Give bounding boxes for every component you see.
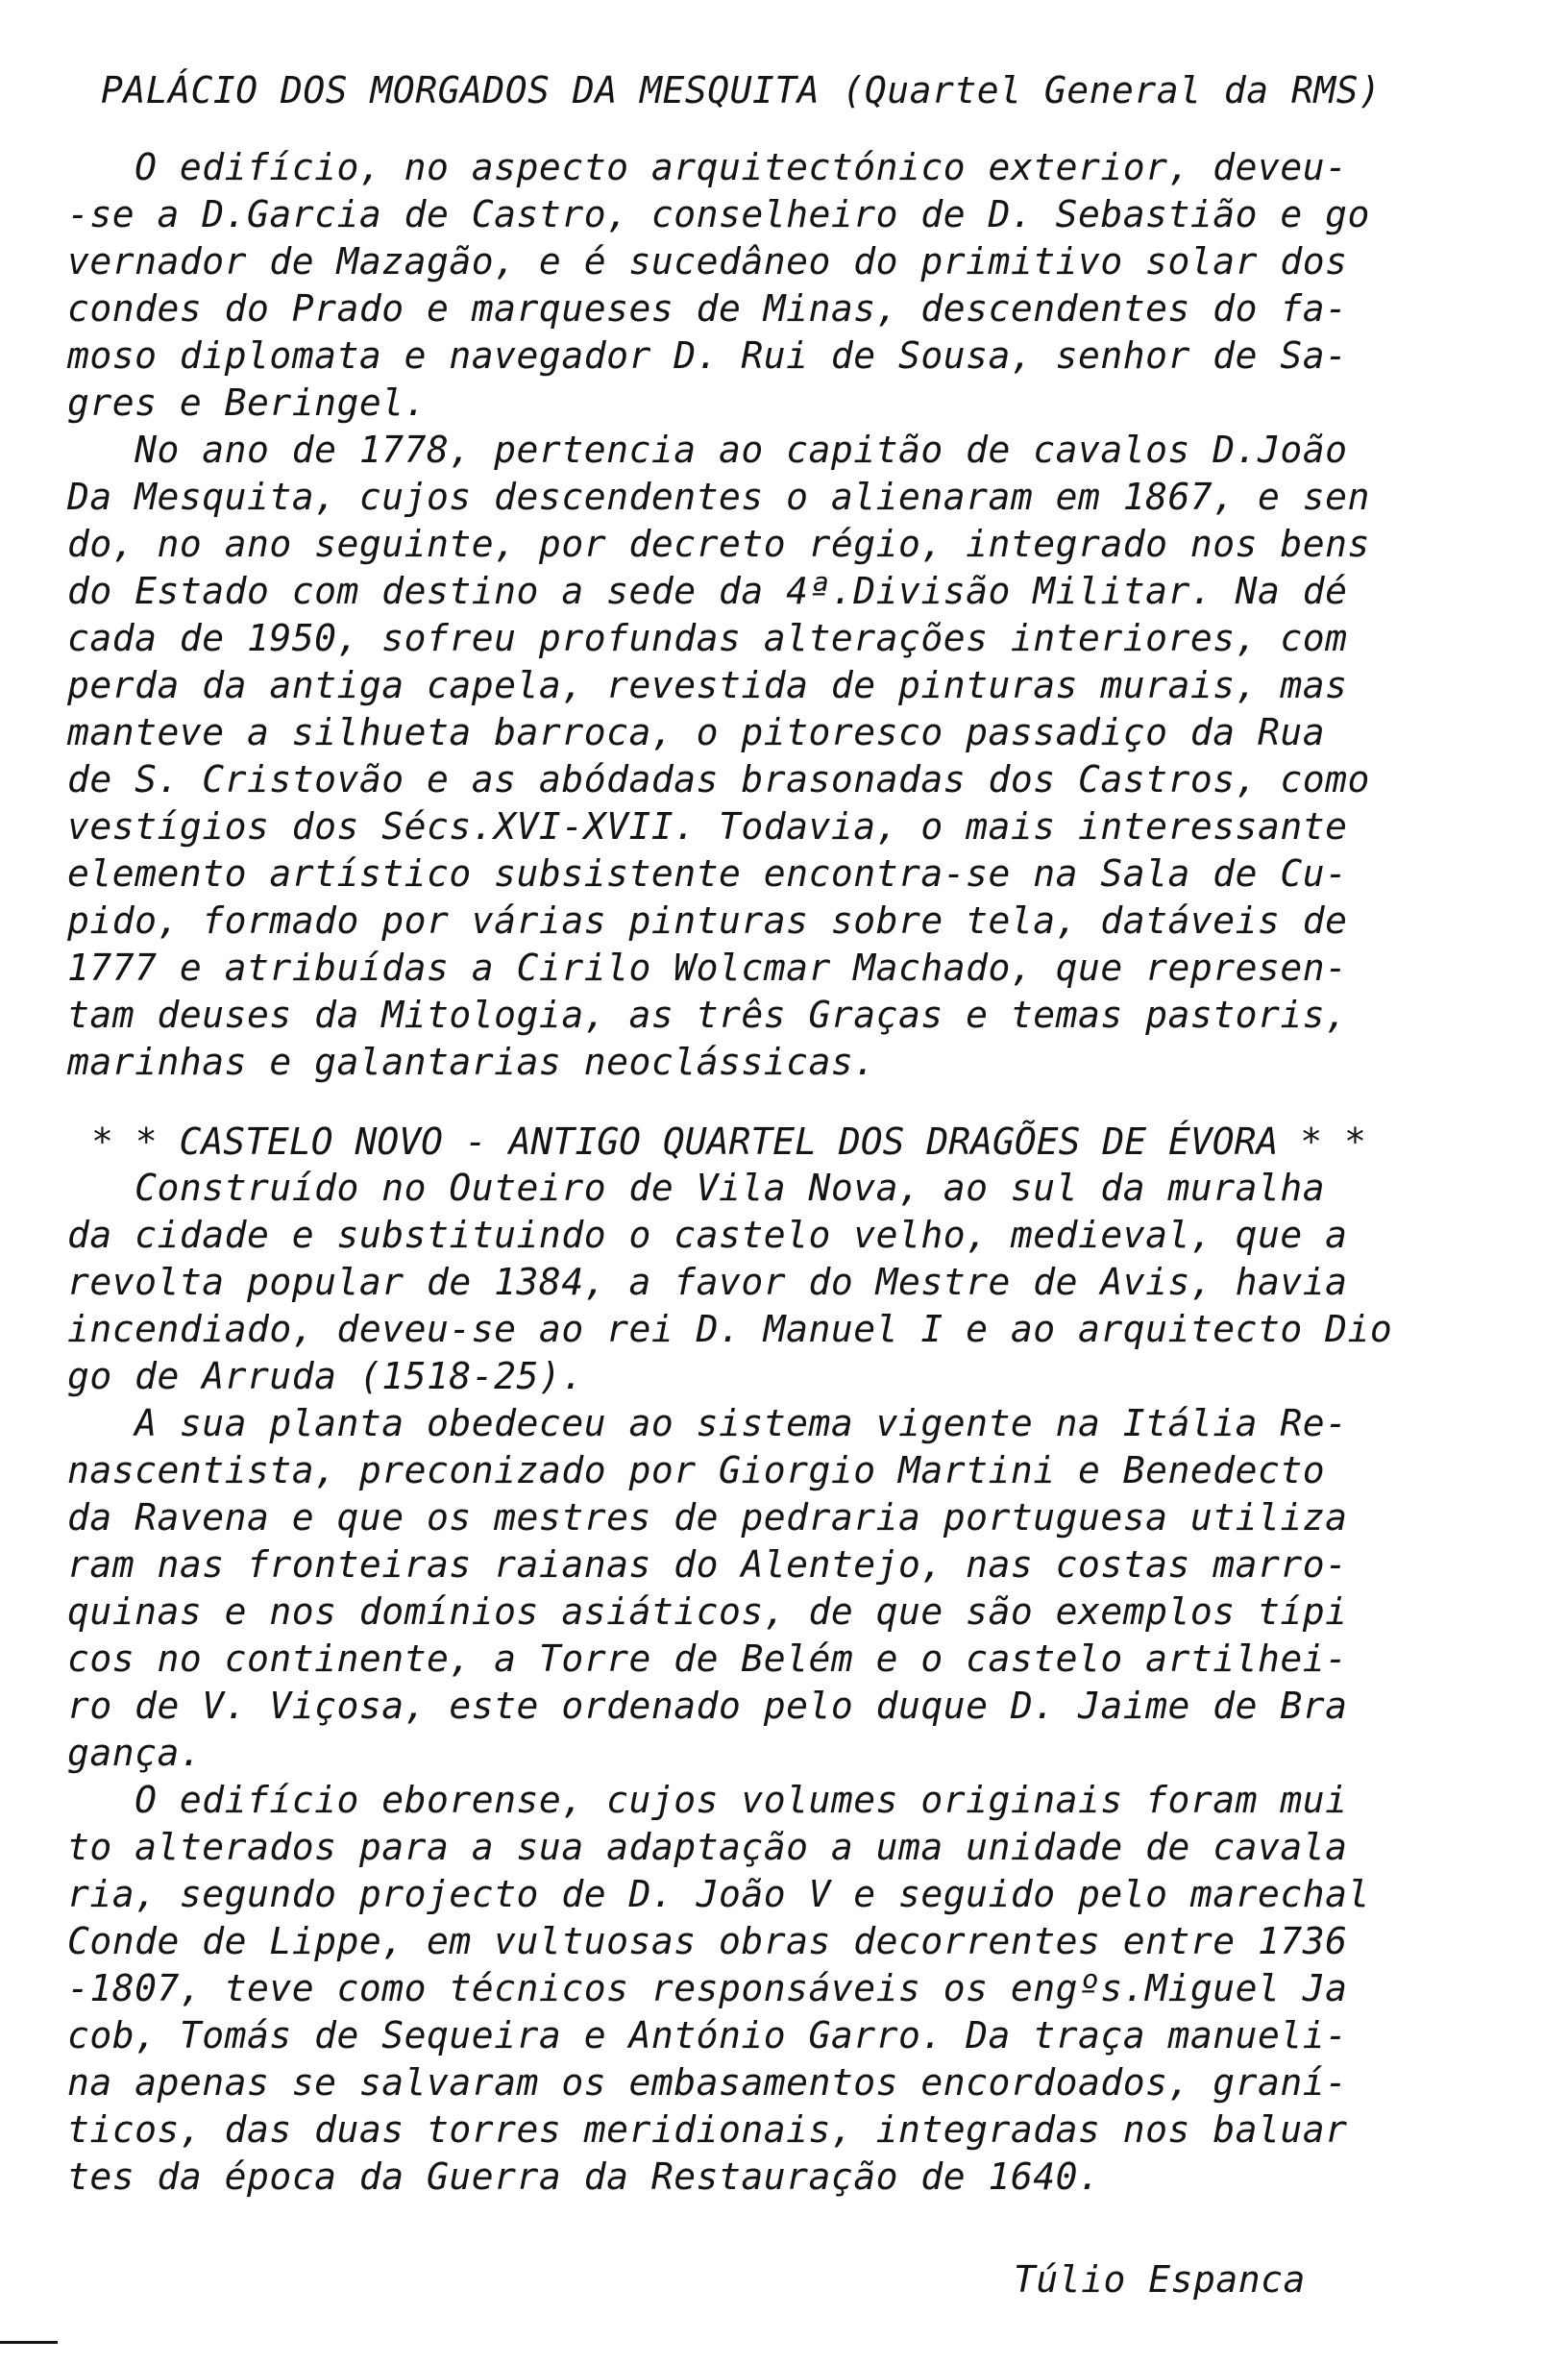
section-palacio-body: [67, 144, 1451, 1086]
text-line: ticos, das duas torres meridionais, integradas nos baluar: [67, 2108, 1348, 2151]
text-line: O edifício, no aspecto arquitectónico exterior, deveu-: [67, 146, 1348, 188]
text-line: cada de 1950, sofreu profundas alterações interiores, com: [67, 617, 1348, 659]
text-line: gança.: [67, 1732, 203, 1774]
text-line: quinas e nos domínios asiáticos, de que são exemplos típi: [67, 1590, 1348, 1633]
text-line: moso diplomata e navegador D. Rui de Sousa, senhor de Sa-: [67, 334, 1348, 377]
text-line: do Estado com destino a sede da 4ª.Divisão Militar. Na dé: [67, 570, 1348, 612]
text-line: perda da antiga capela, revestida de pinturas murais, mas: [67, 664, 1348, 706]
text-line: pido, formado por várias pinturas sobre tela, datáveis de: [67, 899, 1348, 942]
text-line: -se a D.Garcia de Castro, conselheiro de D. Sebastião e go: [67, 193, 1370, 235]
text-line: vernador de Mazagão, e é sucedâneo do primitivo solar dos: [67, 240, 1348, 283]
text-line: na apenas se salvaram os embasamentos encordoados, graní-: [67, 2061, 1348, 2104]
text-line: tes da época da Guerra da Restauração de 1640.: [67, 2155, 1101, 2198]
text-line: No ano de 1778, pertencia ao capitão de cavalos D.João: [67, 429, 1348, 471]
text-line: to alterados para a sua adaptação a uma unidade de cavala: [67, 1826, 1348, 1868]
text-line: gres e Beringel.: [67, 382, 428, 424]
section-heading-castelo-novo: * * CASTELO NOVO - ANTIGO QUARTEL DOS DRAGÕES DE ÉVORA * *: [91, 1120, 1366, 1163]
text-line: ram nas fronteiras raianas do Alentejo, nas costas marro-: [67, 1543, 1348, 1586]
text-line: go de Arruda (1518-25).: [67, 1355, 584, 1397]
text-line: da Ravena e que os mestres de pedraria portuguesa utiliza: [67, 1496, 1348, 1539]
text-line: ro de V. Viçosa, este ordenado pelo duque D. Jaime de Bra: [67, 1685, 1348, 1727]
text-line: Conde de Lippe, em vultuosas obras decorrentes entre 1736: [67, 1920, 1348, 1962]
page-edge-mark: [0, 2341, 58, 2344]
text-line: da cidade e substituindo o castelo velho, medieval, que a: [67, 1214, 1348, 1256]
text-line: nascentista, preconizado por Giorgio Martini e Benedecto: [67, 1449, 1326, 1491]
text-line: A sua planta obedeceu ao sistema vigente na Itália Re-: [67, 1402, 1348, 1444]
text-line: Da Mesquita, cujos descendentes o alienaram em 1867, e sen: [67, 476, 1370, 518]
text-line: cos no continente, a Torre de Belém e o castelo artilhei-: [67, 1638, 1348, 1680]
text-line: revolta popular de 1384, a favor do Mestre de Avis, havia: [67, 1261, 1348, 1303]
text-line: de S. Cristovão e as abódadas brasonadas dos Castros, como: [67, 758, 1370, 800]
document-title: PALÁCIO DOS MORGADOS DA MESQUITA (Quartel General da RMS): [101, 69, 1382, 111]
text-line: elemento artístico subsistente encontra-se na Sala de Cu-: [67, 852, 1348, 895]
text-line: 1777 e atribuídas a Cirilo Wolcmar Machado, que represen-: [67, 947, 1348, 989]
text-line: do, no ano seguinte, por decreto régio, integrado nos bens: [67, 523, 1370, 565]
text-line: cob, Tomás de Sequeira e António Garro. Da traça manueli-: [67, 2014, 1348, 2056]
text-line: manteve a silhueta barroca, o pitoresco passadiço da Rua: [67, 711, 1326, 753]
text-line: tam deuses da Mitologia, as três Graças e temas pastoris,: [67, 994, 1348, 1036]
text-line: O edifício eborense, cujos volumes originais foram mui: [67, 1779, 1348, 1821]
text-line: -1807, teve como técnicos responsáveis os engºs.Miguel Ja: [67, 1967, 1348, 2009]
text-line: marinhas e galantarias neoclássicas.: [67, 1041, 876, 1083]
text-line: condes do Prado e marqueses de Minas, descendentes do fa-: [67, 287, 1348, 330]
text-line: incendiado, deveu-se ao rei D. Manuel I e ao arquitecto Dio: [67, 1308, 1393, 1350]
text-line: vestígios dos Sécs.XVI-XVII. Todavia, o mais interessante: [67, 805, 1348, 848]
text-line: ria, segundo projecto de D. João V e seguido pelo marechal: [67, 1873, 1370, 1915]
text-line: Construído no Outeiro de Vila Nova, ao sul da muralha: [67, 1167, 1326, 1209]
section-castelo-body: [67, 1165, 1451, 2201]
author-signature: Túlio Espanca: [1014, 2258, 1306, 2301]
